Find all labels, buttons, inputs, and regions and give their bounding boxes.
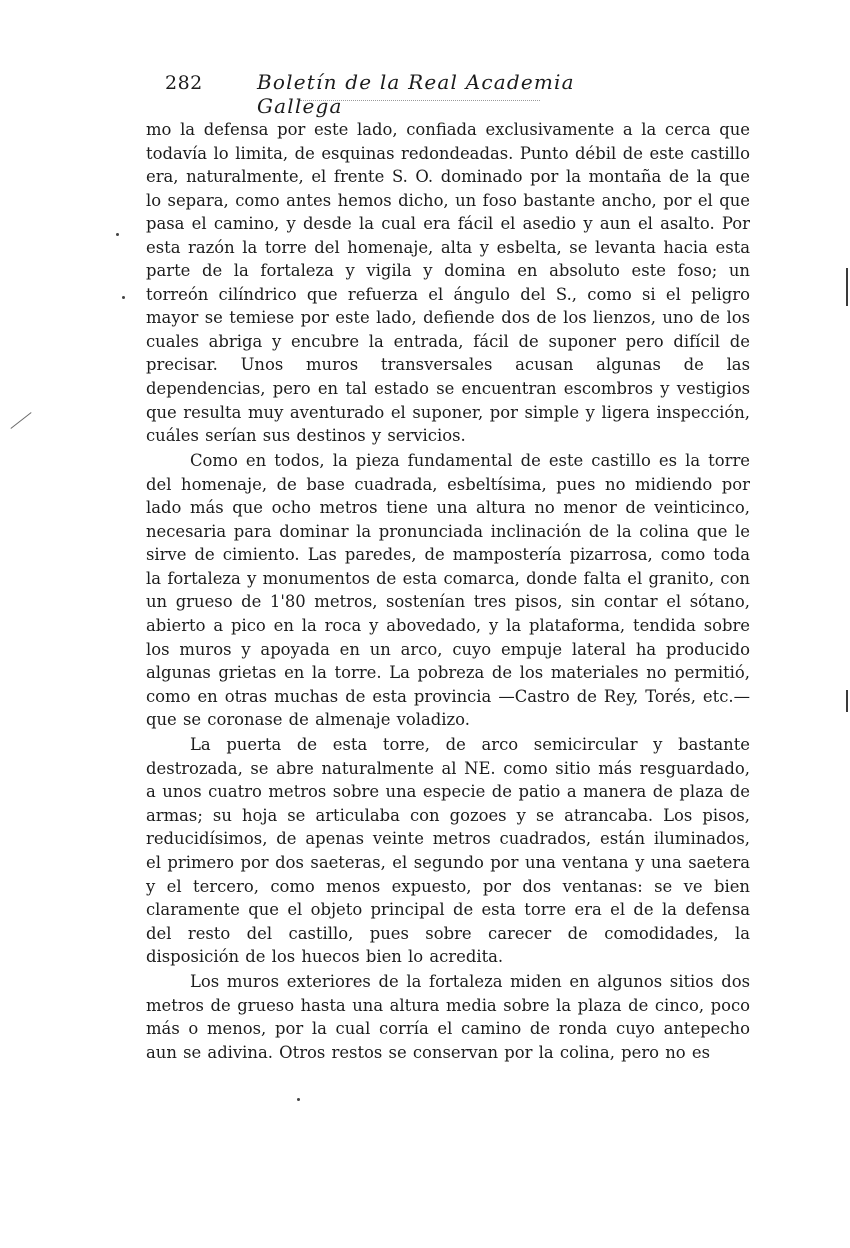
- ink-dot: [297, 1098, 300, 1101]
- margin-mark: [846, 690, 848, 712]
- ink-dot: [122, 296, 125, 299]
- body-text: [146, 118, 750, 1064]
- margin-mark: [846, 268, 848, 306]
- ink-dot: [116, 233, 119, 236]
- paragraph-4: Los muros exteriores de la fortaleza miden en algunos sitios dos metros de grueso hasta una altura media sobre la plaza de cinco, poco más o menos, por la cual corría el camino de ronda cuyo antepecho aun se adivina. Otros restos se conservan por la colina, pero no es: [146, 972, 750, 1062]
- running-title: Boletín de la Real Academia Gallega: [257, 70, 575, 118]
- header-rule: [300, 100, 540, 102]
- margin-tick: [10, 412, 31, 429]
- paragraph-2: Como en todos, la pieza fundamental de este castillo es la torre del homenaje, de base cuadrada, esbeltísima, pues no midiendo por lado más que ocho metros tiene una altura no menor de veinticinco, necesaria para dominar la pronunciada inclinación de la colina que le sirve de cimiento. Las paredes, de mampostería pizarrosa, como toda la fortaleza y monumentos de esta comarca, donde falta el granito, con un grueso de 1'80 metros, sostenían tres pisos, sin contar el sótano, abierto a pico en la roca y abovedado, y la plataforma, tendida sobre los muros y apoyada en un arco, cuyo empuje lateral ha producido algunas grietas en la torre. La pobreza de los materiales no permitió, como en otras muchas de esta provincia —Castro de Rey, Torés, etc.— que se coronase de almenaje voladizo.: [146, 451, 750, 730]
- page-number: 282: [165, 72, 203, 94]
- paragraph-3: La puerta de esta torre, de arco semicircular y bastante destrozada, se abre naturalmente al NE. como sitio más resguardado, a unos cuatro metros sobre una especie de patio a manera de plaza de armas; su hoja se articulaba con gozoes y se atrancaba. Los pisos, reducidísimos, de apenas veinte metros cuadrados, están iluminados, el primero por dos saeteras, el segundo por una ventana y una saetera y el tercero, como menos expuesto, por dos ventanas: se ve bien claramente que el objeto principal de esta torre era el de la defensa del resto del castillo, pues sobre carecer de comodidades, la disposición de los huecos bien lo acredita.: [146, 735, 750, 967]
- page-header: [165, 66, 635, 118]
- paragraph-1: mo la defensa por este lado, confiada exclusivamente a la cerca que todavía lo limita, de esquinas redondeadas. Punto débil de este castillo era, naturalmente, el frente S. O. dominado por la montaña de la que lo separa, como antes hemos dicho, un foso bastante ancho, por el que pasa el camino, y desde la cual era fácil el asedio y aun el asalto. Por esta razón la torre del homenaje, alta y esbelta, se levanta hacia esta parte de la fortaleza y vigila y domina en absoluto este foso; un torreón cilíndrico que refuerza el ángulo del S., como si el peligro mayor se temiese por este lado, defiende dos de los lienzos, uno de los cuales abriga y encubre la entrada, fácil de suponer pero difícil de precisar. Unos muros transversales acusan algunas de las dependencias, pero en tal estado se encuentran escombros y vestigios que resulta muy aventurado el suponer, por simple y ligera inspección, cuáles serían sus destinos y servicios.: [146, 120, 750, 446]
